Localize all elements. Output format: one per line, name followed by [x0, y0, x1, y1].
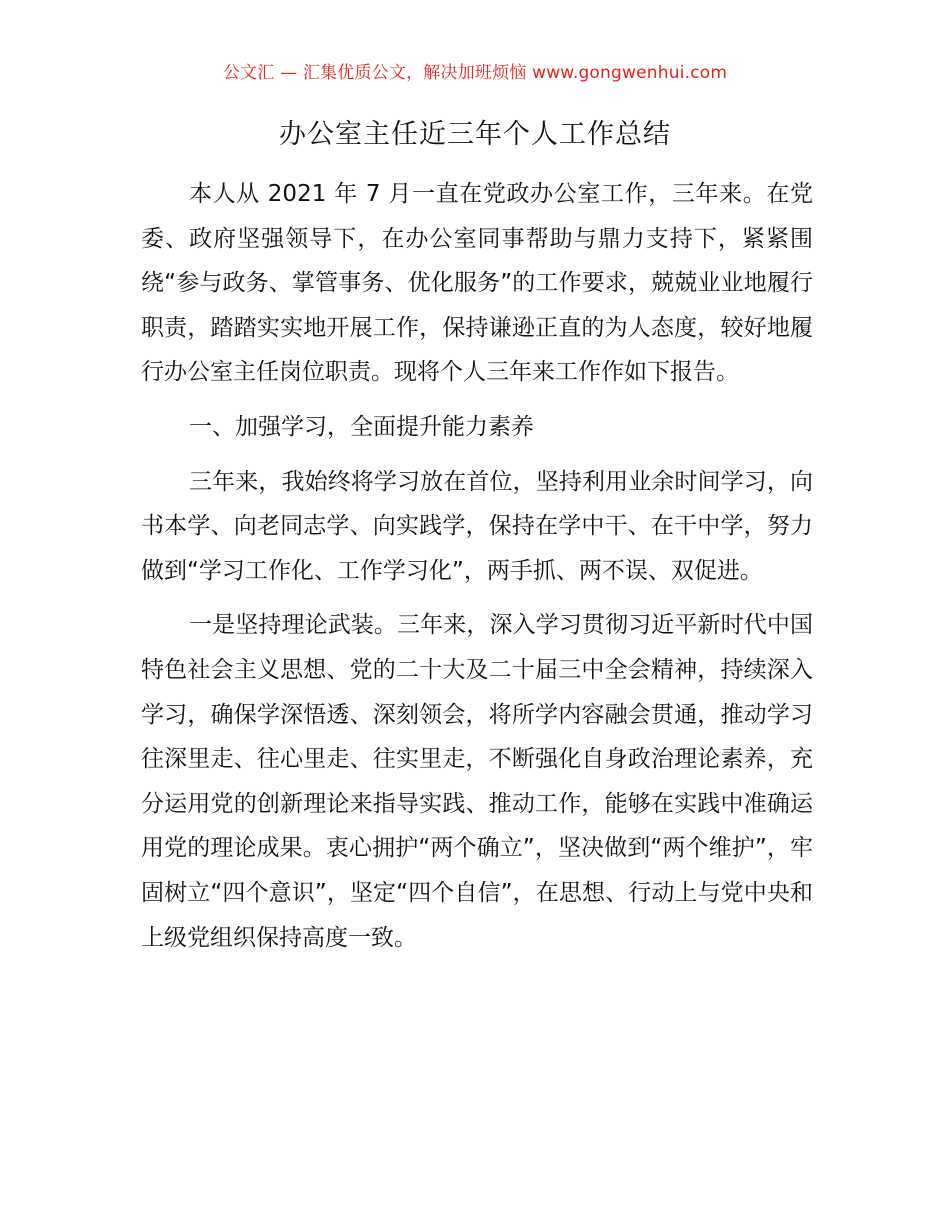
section-heading-1: 一、加强学习，全面提升能力素养: [189, 413, 534, 440]
document-body: [141, 172, 813, 970]
paragraph-intro: 本人从 2021 年 7 月一直在党政办公室工作，三年来。在党委、政府坚强领导下，在办公室同事帮助与鼎力支持下，紧紧围绕“参与政务、掌管事务、优化服务”的工作要求，兢兢业业地履行职责，踏踏实实地开展工作，保持谦逊正直的为人态度，较好地履行办公室主任岗位职责。现将个人三年来工作作如下报告。: [141, 181, 813, 386]
paragraph-theory: 一是坚持理论武装。三年来，深入学习贯彻习近平新时代中国特色社会主义思想、党的二十大及二十届三中全会精神，持续深入学习，确保学深悟透、深刻领会，将所学内容融会贯通，推动学习往深里走、往心里走、往实里走，不断强化自身政治理论素养，充分运用党的创新理论来指导实践、推动工作，能够在实践中准确运用党的理论成果。衷心拥护“两个确立”，坚决做到“两个维护”，牢固树立“四个意识”，坚定“四个自信”，在思想、行动上与党中央和上级党组织保持高度一致。: [141, 612, 813, 951]
paragraph-study: 三年来，我始终将学习放在首位，坚持利用业余时间学习，向书本学、向老同志学、向实践学，保持在学中干、在干中学，努力做到“学习工作化、工作学习化”，两手抓、两不误、双促进。: [141, 468, 813, 584]
header-banner: 公文汇 — 汇集优质公文，解决加班烦恼 www.gongwenhui.com: [222, 63, 728, 83]
document-title: 办公室主任近三年个人工作总结: [279, 119, 671, 150]
